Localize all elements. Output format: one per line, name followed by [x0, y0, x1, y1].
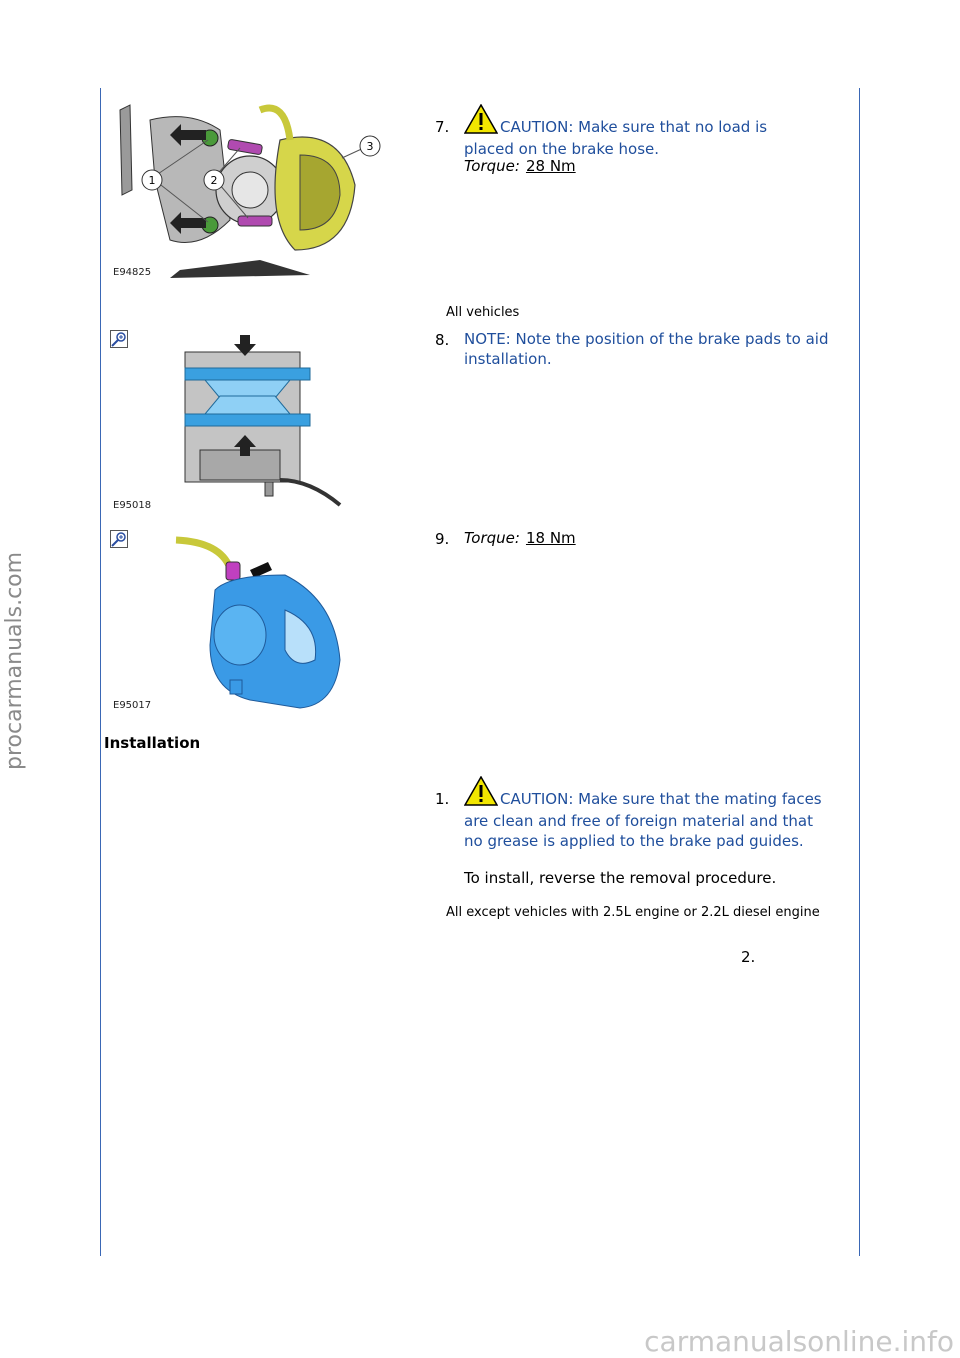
step-7-torque [464, 156, 576, 176]
install-step-1-number: 1. [435, 790, 450, 808]
right-rule [859, 88, 860, 1256]
figure-code: E95017 [113, 700, 152, 711]
figure-caliper-bolts [110, 100, 390, 280]
torque-label: Torque: [464, 157, 520, 175]
install-step-1-caution-text: CAUTION: Make sure that the mating faces are clean and free of foreign material and that no grease is applied to the brake pad guides. [464, 790, 822, 850]
install-step-1-text: To install, reverse the removal procedure. [464, 869, 777, 887]
step-7-caution [464, 104, 814, 159]
condition-note: All except vehicles with 2.5L engine or 2.2L diesel engine [446, 905, 820, 920]
callout-1: 1 [148, 174, 156, 187]
left-rule [100, 88, 101, 1256]
torque-value: 18 Nm [525, 529, 576, 547]
figure-brake-hose [110, 530, 370, 715]
figure-code: E95018 [113, 500, 152, 511]
callout-3: 3 [366, 140, 374, 153]
installation-heading: Installation [104, 734, 201, 752]
bottom-watermark: carmanualsonline.info [644, 1325, 954, 1358]
step-7-number: 7. [435, 118, 450, 136]
warning-triangle-icon [464, 776, 498, 811]
figure-code: E94825 [113, 267, 152, 278]
condition-all-vehicles: All vehicles [446, 305, 520, 320]
step-8-number: 8. [435, 331, 450, 349]
step-8-note: NOTE: Note the position of the brake pads to aid installation. [464, 330, 829, 368]
figure-brake-pads [110, 330, 370, 512]
step-9-torque [464, 528, 576, 548]
install-step-2-number: 2. [741, 948, 756, 966]
install-step-1-caution [464, 776, 826, 851]
callout-2: 2 [210, 174, 218, 187]
step-9-number: 9. [435, 530, 450, 548]
step-7-caution-text: CAUTION: Make sure that no load is placed on the brake hose. [464, 118, 768, 158]
torque-label: Torque: [464, 529, 520, 547]
side-watermark: procarmanuals.com [2, 551, 27, 770]
warning-triangle-icon [464, 104, 498, 139]
torque-value: 28 Nm [525, 157, 576, 175]
